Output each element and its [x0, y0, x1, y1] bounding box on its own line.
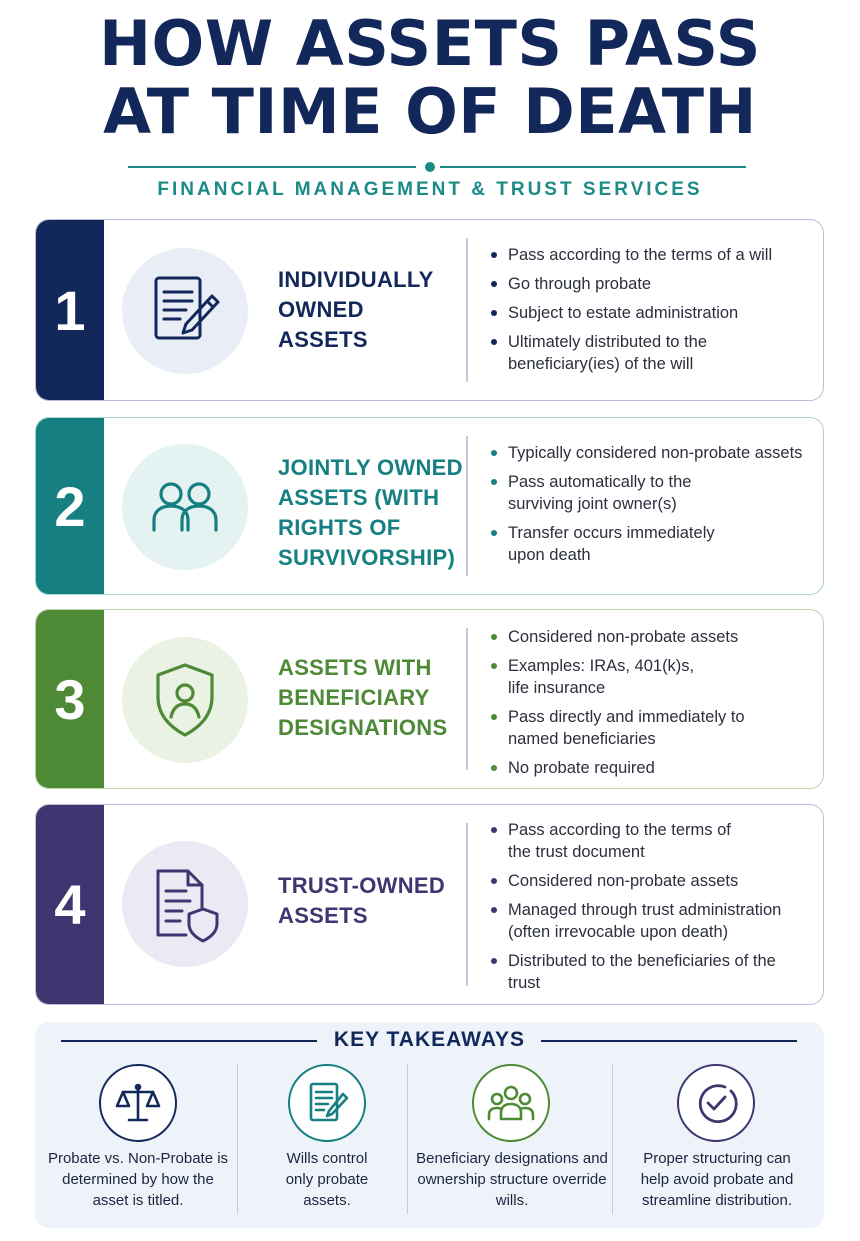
bullet-item: Considered non-probate assets: [488, 626, 818, 648]
category-bullet-list: [488, 244, 818, 382]
category-card-trust-owned: [35, 804, 824, 1005]
bullet-item: Examples: IRAs, 401(k)s, life insurance: [488, 655, 708, 699]
will-document-icon: [302, 1078, 352, 1128]
title-divider: [128, 162, 746, 172]
key-takeaways-panel: [35, 1022, 824, 1228]
bullet-item: No probate required: [488, 757, 818, 779]
bullet-item: Go through probate: [488, 273, 818, 295]
check-circle-icon: [691, 1078, 741, 1128]
category-card-beneficiary-designations: [35, 609, 824, 789]
card-divider: [466, 238, 468, 382]
takeaways-title: KEY TAKEAWAYS: [333, 1028, 526, 1051]
bullet-item: Pass automatically to the surviving joint owner(s): [488, 471, 718, 515]
heading-line: RIGHTS OF: [278, 515, 401, 540]
heading-line: INDIVIDUALLY: [278, 267, 434, 292]
category-number: 3: [36, 610, 104, 788]
page-subtitle: FINANCIAL MANAGEMENT & TRUST SERVICES: [157, 179, 703, 200]
takeaway-item: [619, 1062, 815, 1222]
heading-line: DESIGNATIONS: [278, 715, 448, 740]
shield-person-icon: [142, 657, 228, 743]
category-heading: [278, 653, 478, 743]
category-card-individually-owned: [35, 219, 824, 401]
category-heading: [278, 453, 478, 573]
category-icon-badge: [122, 841, 248, 967]
takeaway-icon-badge: [677, 1064, 755, 1142]
two-people-icon: [142, 464, 228, 550]
takeaway-item: [415, 1062, 609, 1222]
takeaway-divider: [237, 1064, 238, 1214]
heading-line: ASSETS: [278, 903, 368, 928]
takeaway-text: Proper structuring can help avoid probate and streamline distribution.: [640, 1150, 794, 1209]
category-bullet-list: [488, 442, 818, 573]
scales-icon: [113, 1078, 163, 1128]
heading-line: TRUST-OWNED: [278, 873, 446, 898]
card-divider: [466, 628, 468, 770]
document-pen-icon: [142, 268, 228, 354]
category-number: 4: [36, 805, 104, 1004]
category-icon-badge: [122, 637, 248, 763]
takeaway-text: Wills control only probate assets.: [285, 1150, 369, 1209]
category-number: 1: [36, 220, 104, 400]
takeaway-icon-badge: [472, 1064, 550, 1142]
category-bullet-list: [488, 626, 818, 786]
bullet-item: Pass directly and immediately to named beneficiaries: [488, 706, 788, 750]
category-heading: [278, 871, 478, 931]
takeaways-rule-right: [541, 1040, 797, 1042]
takeaway-item: [43, 1062, 233, 1222]
page-title: [0, 7, 860, 148]
takeaway-item: [247, 1062, 407, 1222]
category-card-jointly-owned: [35, 417, 824, 595]
bullet-item: Subject to estate administration: [488, 302, 818, 324]
category-number: 2: [36, 418, 104, 594]
heading-line: JOINTLY OWNED: [278, 455, 463, 480]
category-icon-badge: [122, 248, 248, 374]
takeaway-icon-badge: [99, 1064, 177, 1142]
category-heading: [278, 265, 478, 355]
takeaway-divider: [407, 1064, 408, 1214]
bullet-item: Managed through trust administration (often irrevocable upon death): [488, 899, 798, 943]
bullet-item: Typically considered non-probate assets: [488, 442, 824, 464]
group-people-icon: [485, 1077, 537, 1129]
document-shield-icon: [142, 861, 228, 947]
page-title-line-2: AT TIME OF DEATH: [103, 75, 757, 148]
bullet-item: Pass according to the terms of the trust document: [488, 819, 758, 863]
bullet-item: Pass according to the terms of a will: [488, 244, 818, 266]
heading-line: OWNED: [278, 297, 364, 322]
heading-line: ASSETS WITH: [278, 655, 432, 680]
bullet-item: Considered non-probate assets: [488, 870, 818, 892]
page-title-line-1: HOW ASSETS PASS: [99, 7, 761, 80]
heading-line: ASSETS (WITH: [278, 485, 440, 510]
bullet-item: Distributed to the beneficiaries of the trust: [488, 950, 778, 994]
bullet-item: Ultimately distributed to the beneficiary(ies) of the will: [488, 331, 728, 375]
card-divider: [466, 436, 468, 576]
card-divider: [466, 823, 468, 986]
category-icon-badge: [122, 444, 248, 570]
heading-line: SURVIVORSHIP): [278, 545, 456, 570]
takeaway-icon-badge: [288, 1064, 366, 1142]
takeaway-text: Probate vs. Non-Probate is determined by how the asset is titled.: [47, 1150, 229, 1209]
heading-line: BENEFICIARY: [278, 685, 430, 710]
category-bullet-list: [488, 819, 818, 1001]
heading-line: ASSETS: [278, 327, 368, 352]
takeaway-text: Beneficiary designations and ownership structure override wills.: [416, 1150, 608, 1209]
bullet-item: Transfer occurs immediately upon death: [488, 522, 728, 566]
takeaway-divider: [612, 1064, 613, 1214]
